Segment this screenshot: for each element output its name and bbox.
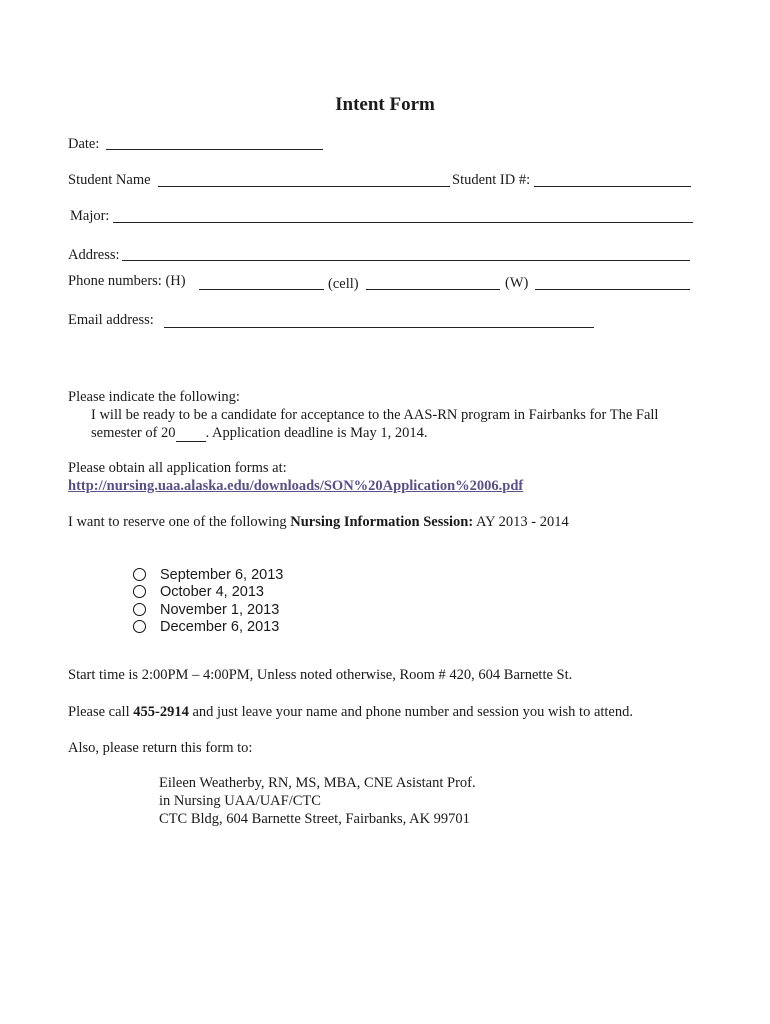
session-label: November 1, 2013 [160,601,280,618]
return-heading: Also, please return this form to: [68,740,253,756]
call-number: 455-2914 [133,704,189,720]
forms-text: Please obtain all application forms at: [68,460,287,476]
radio-circle-icon[interactable] [133,620,146,633]
reserve-prefix: I want to reserve one of the following [68,514,291,530]
page-title: Intent Form [335,94,435,115]
indicate-heading: Please indicate the following: [68,389,240,405]
phone-home-label: Phone numbers: (H) [68,273,186,289]
phone-work-field[interactable] [535,275,690,290]
start-time-text: Start time is 2:00PM – 4:00PM, Unless noted otherwise, Room # 420, 604 Barnette St. [68,667,573,683]
radio-circle-icon[interactable] [133,585,146,598]
student-name-label: Student Name [68,172,151,188]
email-field[interactable] [164,313,594,328]
address-field[interactable] [122,246,690,261]
semester-suffix: . Application deadline is May 1, 2014. [205,425,428,441]
indicate-line-2 [91,425,427,442]
call-text [68,704,633,721]
date-label: Date: [68,136,100,152]
session-option[interactable] [133,583,264,600]
reserve-text [68,514,569,531]
radio-circle-icon[interactable] [133,603,146,616]
major-field[interactable] [113,208,693,223]
session-label: September 6, 2013 [160,566,284,583]
phone-cell-label: (cell) [328,276,359,292]
major-label: Major: [70,208,110,224]
address-label: Address: [68,247,120,263]
return-address-line: CTC Bldg, 604 Barnette Street, Fairbanks, AK 99701 [159,811,470,827]
session-option[interactable] [133,618,279,635]
student-id-label: Student ID #: [452,172,531,188]
return-address-line: Eileen Weatherby, RN, MS, MBA, CNE Asistant Prof. [159,775,476,791]
phone-work-label: (W) [505,275,529,291]
date-field[interactable] [106,135,323,150]
session-option[interactable] [133,601,279,618]
email-label: Email address: [68,312,154,328]
return-address-line: in Nursing UAA/UAF/CTC [159,793,321,809]
session-label: December 6, 2013 [160,618,280,635]
call-prefix: Please call [68,704,134,720]
session-option[interactable] [133,566,283,583]
reserve-bold: Nursing Information Session: [290,514,474,530]
radio-circle-icon[interactable] [133,568,146,581]
application-pdf-link[interactable]: http://nursing.uaa.alaska.edu/downloads/SON%20Application%2006.pdf [68,478,524,494]
student-id-field[interactable] [534,172,691,187]
indicate-line-1: I will be ready to be a candidate for acceptance to the AAS-RN program in Fairbanks for The Fall [91,407,659,423]
student-name-field[interactable] [158,172,450,187]
call-suffix: and just leave your name and phone number and session you wish to attend. [188,704,633,720]
phone-home-field[interactable] [199,275,324,290]
phone-cell-field[interactable] [366,275,500,290]
semester-year-field[interactable] [176,427,206,442]
semester-prefix: semester of 20 [91,425,176,441]
reserve-suffix: AY 2013 - 2014 [473,514,569,530]
session-label: October 4, 2013 [160,583,264,600]
